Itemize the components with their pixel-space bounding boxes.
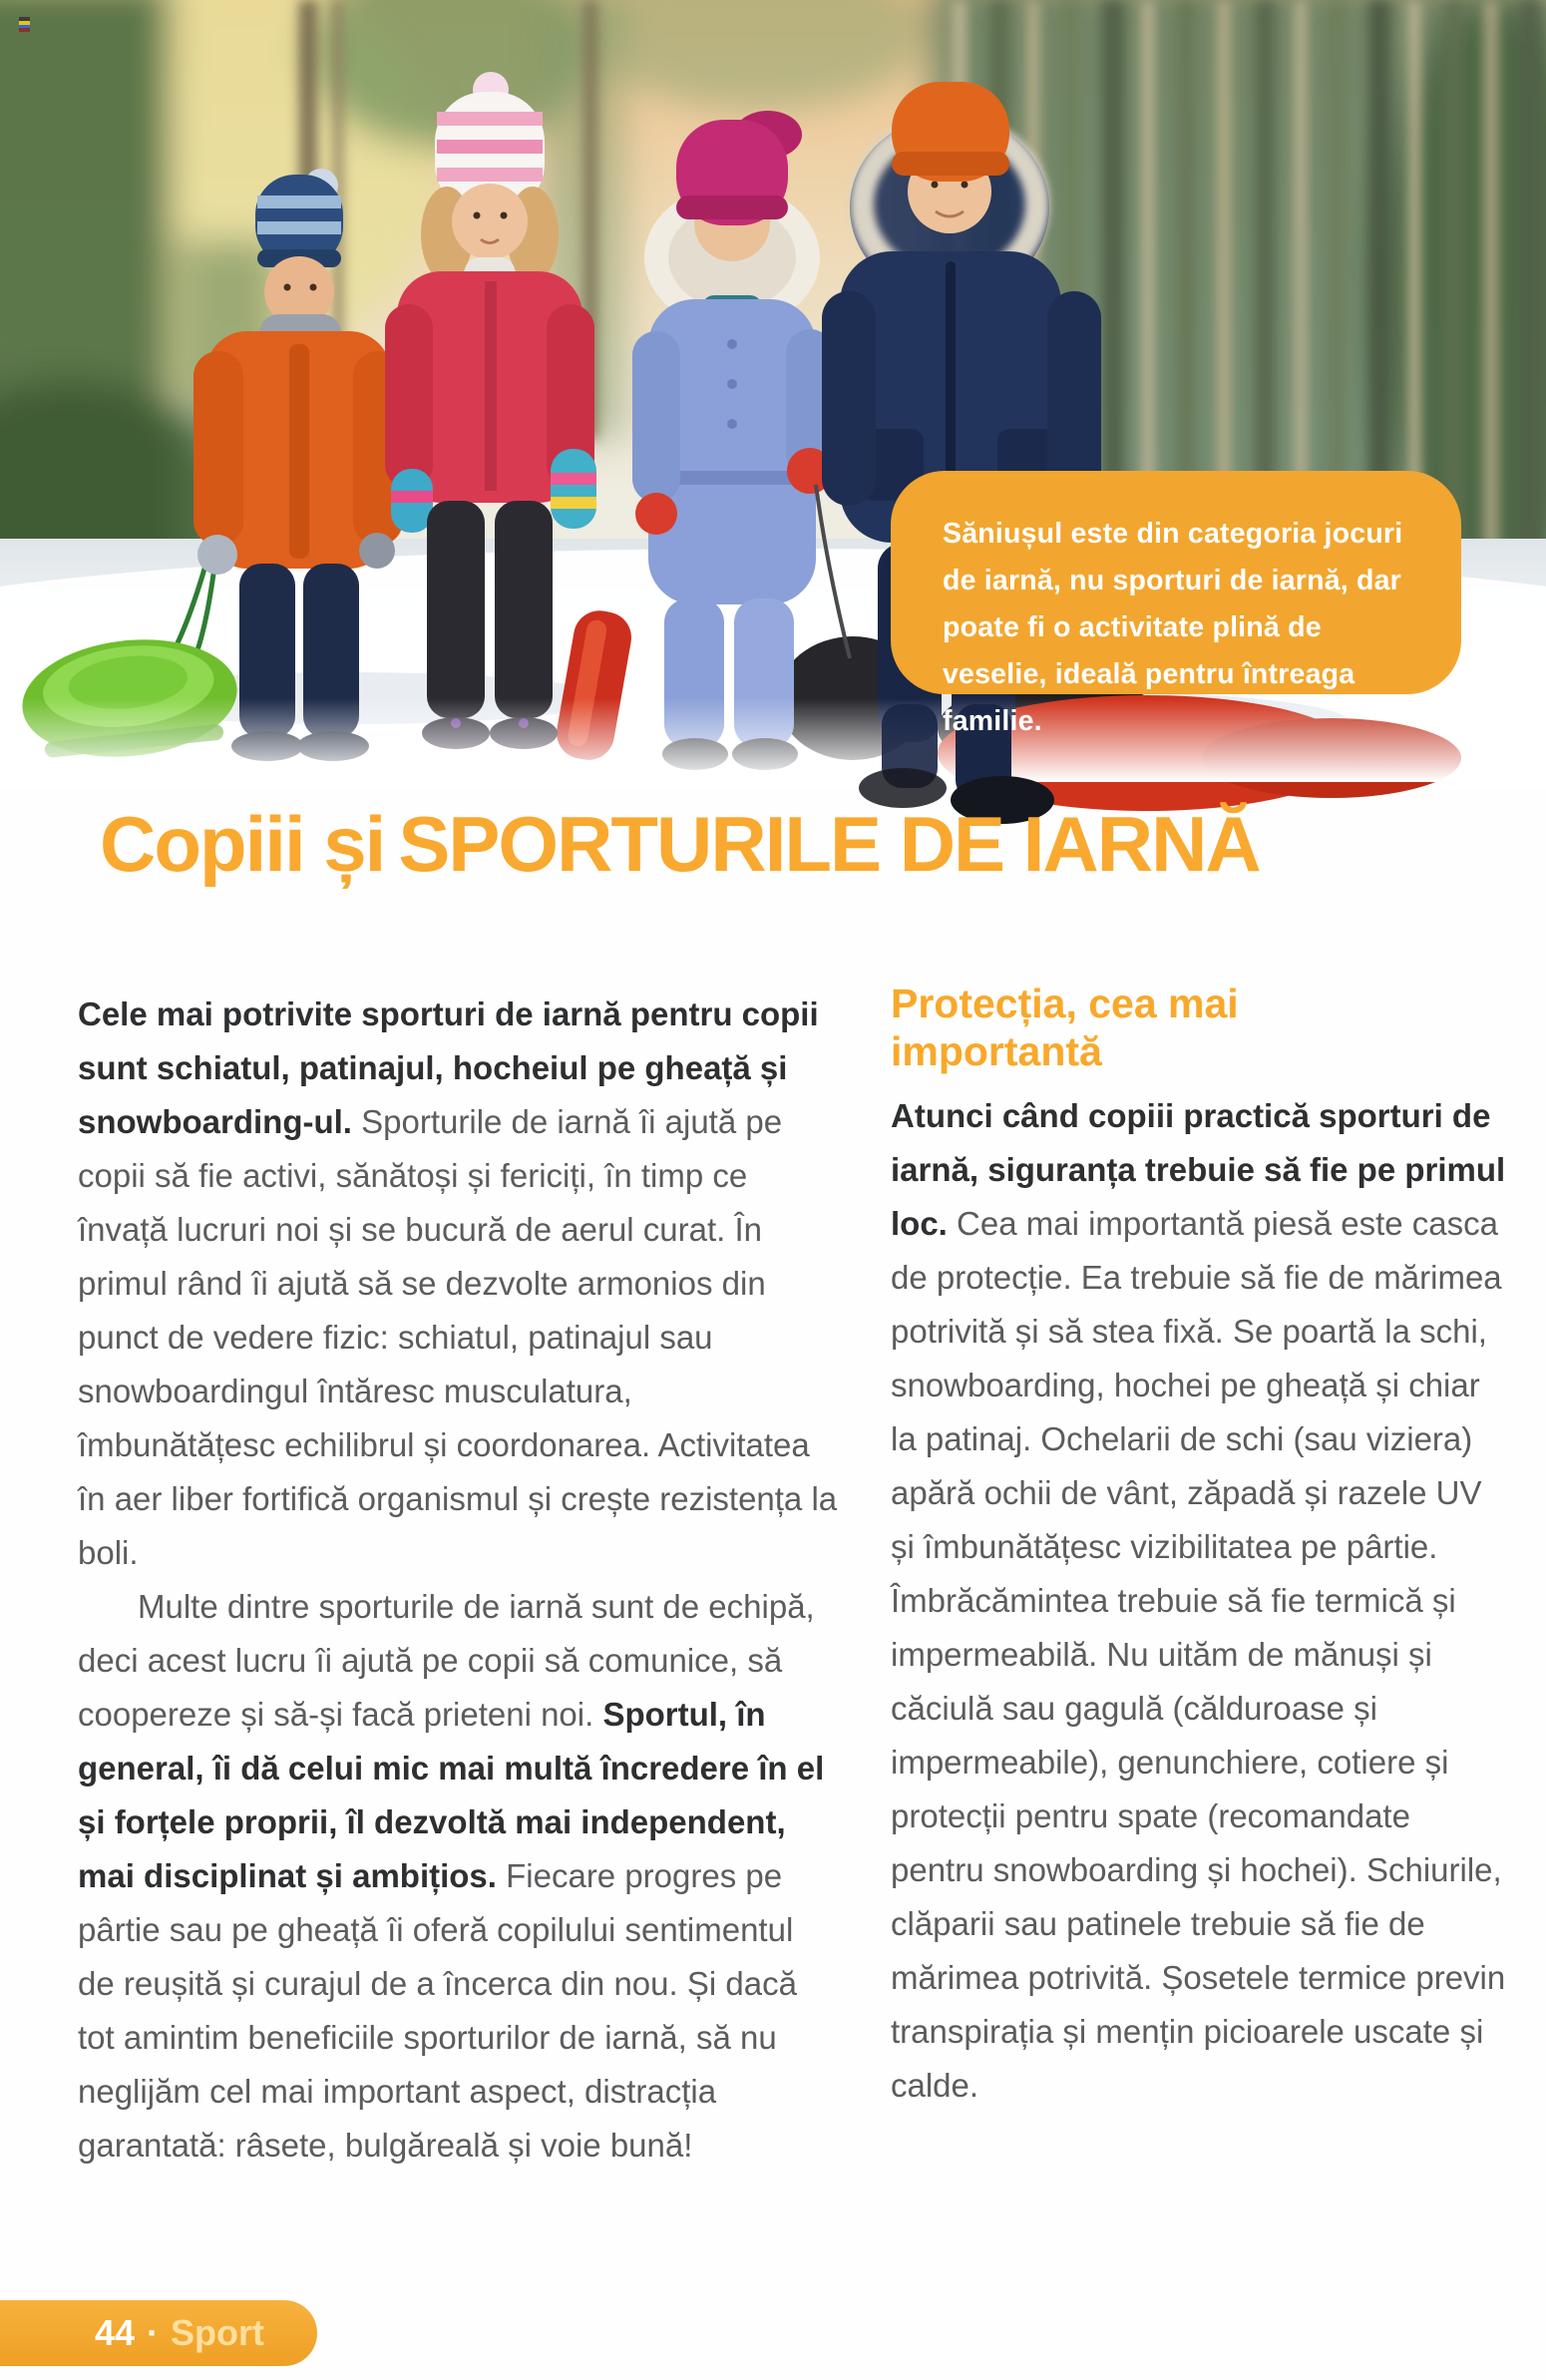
right-paragraph (891, 1089, 1507, 2113)
page-footer-badge (0, 2300, 317, 2366)
footer-section-label: Sport (171, 2312, 265, 2353)
footer-separator: · (147, 2312, 160, 2353)
right-column-heading: Protecția, cea mai importantă (891, 981, 1239, 1074)
hero-photo-illustration (0, 0, 1546, 858)
left-p1-body: Sporturile de iarnă îi ajută pe copii să fie activi, sănătoși și fericiți, în timp ce învață lucruri noi și se bucură de aerul curat. În primul rând îi ajută să se dezvolte armonios din punct de vedere fizic: schiatul, patinajul sau snowboardingul întăresc musculatura, îmbunătățesc echilibrul și coordonarea. Activitatea în aer liber fortifică organismul și crește rezistența la boli. (78, 1103, 838, 1571)
right-bold-lead: Atunci când copiii practică sporturi de iarnă, siguranța trebuie să fie pe primul loc. (891, 1097, 1506, 1242)
left-paragraph-2 (78, 1580, 838, 2173)
hero-photo (0, 0, 1546, 858)
left-column (78, 988, 838, 2173)
right-column (891, 980, 1507, 2113)
left-p2-bold: Sportul, în general, îi dă celui mic mai multă încredere în el și forțele proprii, îl dezvoltă mai independent, mai disciplinat și ambițios. (78, 1696, 825, 1894)
title-prefix: Copiii și (100, 800, 385, 888)
title-main: SPORTURILE DE IARNĂ (398, 800, 1260, 888)
left-p2-rest: Fiecare progres pe pârtie sau pe gheață îi oferă copilului sentimentul de reușită și curajul de a încerca din nou. Și dacă tot amintim beneficiile sporturilor de iarnă, să nu neglijăm cel mai important aspect, distracția garantată: râsete, bulgăreală și voie bună! (78, 1857, 797, 2164)
left-p1-bold-lead: Cele mai potrivite sporturi de iarnă pentru copii sunt schiatul, patinajul, hocheiul pe gheață și snowboarding-ul. (78, 995, 819, 1140)
right-body: Cea mai importantă piesă este casca de protecție. Ea trebuie să fie de mărimea potrivită și să stea fixă. Se poartă la schi, snowboarding, hochei pe gheață și chiar la patinaj. Ochelarii de schi (sau viziera) apără ochii de vânt, zăpadă și razele UV și îmbunătățesc vizibilitatea pe pârtie. Îmbrăcămintea trebuie să fie termică și impermeabilă. Nu uităm de mănuși și căciulă sau gagulă (călduroase și impermeabile), genunchiere, cotiere și protecții pentru spate (recomandate pentru snowboarding și hochei). Schiurile, clăparii sau patinele trebuie să fie de mărimea potrivită. Șosetele termice previn transpirația și mențin picioarele uscate și calde. (891, 1205, 1506, 2104)
callout-text: Săniușul este din categoria jocuri de iarnă, nu sporturi de iarnă, dar poate fi o activitate plină de veselie, ideală pentru întreaga familie. (943, 518, 1403, 737)
left-paragraph-1 (78, 988, 838, 1580)
print-registration-mark (19, 17, 30, 32)
page-number: 44 (95, 2312, 136, 2353)
page-title (100, 794, 1516, 894)
callout-bubble (891, 471, 1461, 737)
left-p2-start: Multe dintre sporturile de iarnă sunt de echipă, deci acest lucru îi ajută pe copii să comunice, să coopereze și să-și facă prieteni noi. (78, 1588, 815, 1733)
